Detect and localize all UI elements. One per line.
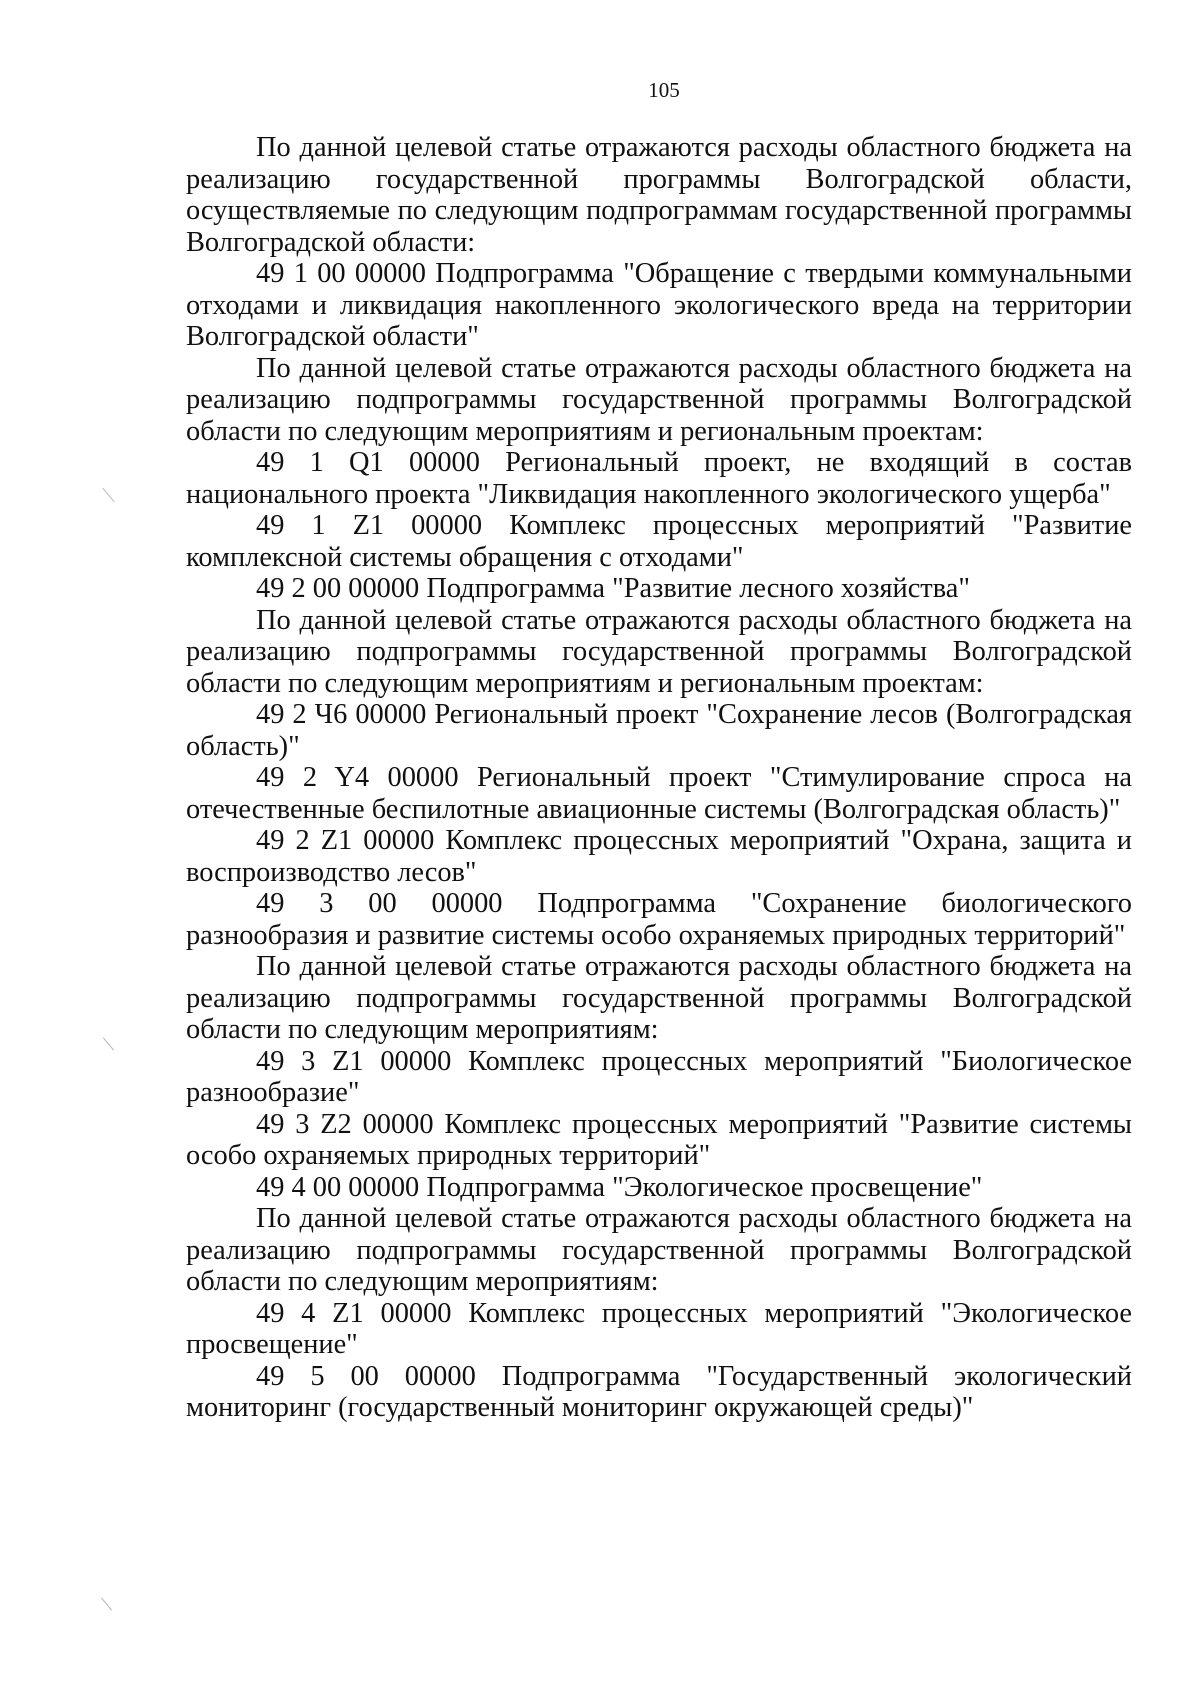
paragraph-subprogram-49-4: 49 4 00 00000 Подпрограмма "Экологическое просвещение"	[256, 1171, 983, 1203]
paragraph-item-49-3-z2: 49 3 Z2 00000 Комплекс процессных мероприятий "Развитие системы особо охраняемых природных территорий"	[186, 1108, 1132, 1171]
paragraph-description: По данной целевой статье отражаются расходы областного бюджета на реализацию подпрограммы государственной программы Волгоградской области по следующим мероприятиям:	[186, 951, 1132, 1045]
scan-mark	[103, 1038, 114, 1051]
scan-mark	[101, 1598, 112, 1611]
paragraph-intro: По данной целевой статье отражаются расходы областного бюджета на реализацию государственной программы Волгоградской области, осуществляемые по следующим подпрограммам государственной программы Волгоградской области:	[186, 132, 1132, 258]
page-number: 105	[648, 78, 680, 102]
paragraph-item-49-2-z1: 49 2 Z1 00000 Комплекс процессных мероприятий "Охрана, защита и воспроизводство лесов"	[186, 825, 1132, 888]
paragraph-description: По данной целевой статье отражаются расходы областного бюджета на реализацию подпрограммы государственной программы Волгоградской области по следующим мероприятиям и региональным проектам:	[186, 604, 1132, 699]
paragraph-item-49-1-z1: 49 1 Z1 00000 Комплекс процессных мероприятий "Развитие комплексной системы обращения с отходами"	[186, 510, 1132, 573]
scan-mark	[102, 488, 114, 502]
paragraph-subprogram-49-5: 49 5 00 00000 Подпрограмма "Государственный экологический мониторинг (государственный мониторинг окружающей среды)"	[186, 1360, 1132, 1423]
paragraph-item-49-1-q1: 49 1 Q1 00000 Региональный проект, не входящий в состав национального проекта "Ликвидация накопленного экологического ущерба"	[186, 447, 1132, 510]
document-body	[186, 132, 1132, 1424]
paragraph-subprogram-49-3: 49 3 00 00000 Подпрограмма "Сохранение биологического разнообразия и развитие системы особо охраняемых природных территорий"	[186, 888, 1132, 951]
paragraph-item-49-2-y4: 49 2 Y4 00000 Региональный проект "Стимулирование спроса на отечественные беспилотные авиационные системы (Волгоградская область)"	[186, 762, 1132, 825]
paragraph-item-49-4-z1: 49 4 Z1 00000 Комплекс процессных мероприятий "Экологическое просвещение"	[186, 1297, 1132, 1360]
paragraph-item-49-2-ch6: 49 2 Ч6 00000 Региональный проект "Сохранение лесов (Волгоградская область)"	[186, 699, 1132, 762]
paragraph-description: По данной целевой статье отражаются расходы областного бюджета на реализацию подпрограммы государственной программы Волгоградской области по следующим мероприятиям и региональным проектам:	[186, 352, 1132, 447]
paragraph-subprogram-49-2: 49 2 00 00000 Подпрограмма "Развитие лесного хозяйства"	[256, 573, 970, 604]
paragraph-subprogram-49-1: 49 1 00 00000 Подпрограмма "Обращение с твердыми коммунальными отходами и ликвидация накопленного экологического вреда на территории Волгоградской области"	[186, 258, 1132, 352]
paragraph-item-49-3-z1: 49 3 Z1 00000 Комплекс процессных мероприятий "Биологическое разнообразие"	[186, 1045, 1132, 1108]
paragraph-description: По данной целевой статье отражаются расходы областного бюджета на реализацию подпрограммы государственной программы Волгоградской области по следующим мероприятиям:	[186, 1203, 1132, 1297]
